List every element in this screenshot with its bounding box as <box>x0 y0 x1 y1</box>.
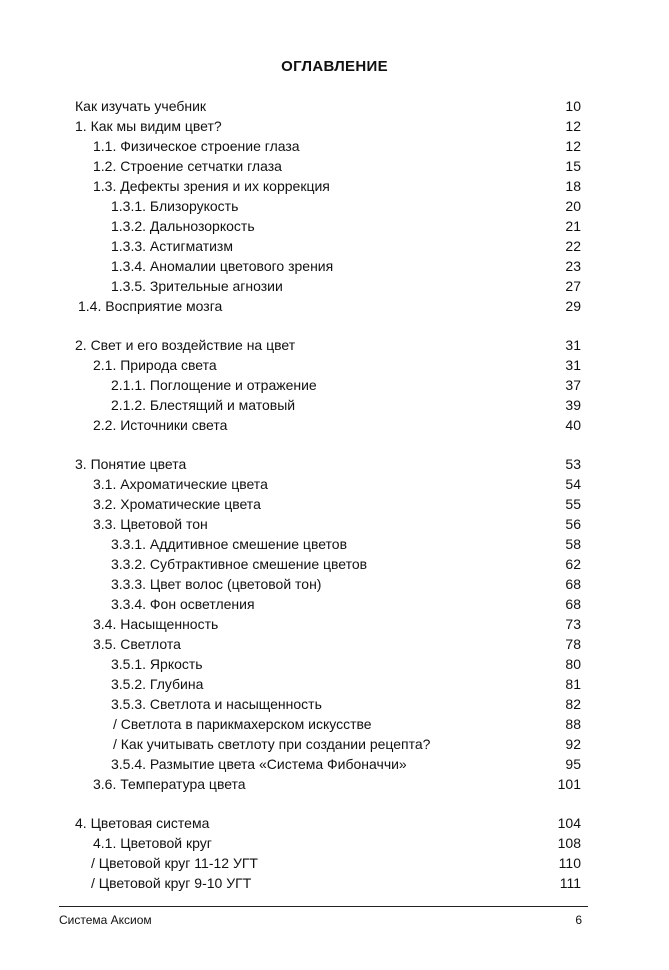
toc-entry-page: 78 <box>565 636 581 652</box>
toc-entry-title: 3. Понятие цвета <box>75 456 187 472</box>
toc-entry-title: 3.4. Насыщенность <box>93 616 219 632</box>
toc-entry-page: 53 <box>565 456 581 472</box>
toc-entry-title: 1.4. Восприятие мозга <box>78 298 223 314</box>
toc-entry <box>0 216 669 236</box>
toc-entry-page: 37 <box>565 377 581 393</box>
toc-entry-title: 3.3.1. Аддитивное смешение цветов <box>111 536 348 552</box>
toc-entry-title: 1.3.3. Астигматизм <box>111 238 233 254</box>
toc-entry-title: 3.5.4. Размытие цвета «Система Фибоначчи» <box>111 756 407 772</box>
toc-entry <box>0 355 669 375</box>
toc-entry-title: / Цветовой круг 9-10 УГТ <box>91 875 252 891</box>
toc-entry <box>0 534 669 554</box>
toc-entry <box>0 614 669 634</box>
footer-divider <box>59 906 588 907</box>
toc-entry-title: 4. Цветовая система <box>75 815 210 831</box>
toc-entry-title: 3.3.2. Субтрактивное смешение цветов <box>111 556 368 572</box>
toc-entry <box>0 694 669 714</box>
toc-entry-title: 3.6. Температура цвета <box>93 776 246 792</box>
toc-entry-title: 4.1. Цветовой круг <box>93 835 212 851</box>
toc-entry-title: 3.2. Хроматические цвета <box>93 496 261 512</box>
toc-entry <box>0 176 669 196</box>
toc-entry-page: 20 <box>565 198 581 214</box>
toc-entry <box>0 833 669 853</box>
toc-entry-title: 1.2. Строение сетчатки глаза <box>93 158 282 174</box>
toc-entry-title: 1.1. Физическое строение глаза <box>93 138 300 154</box>
toc-entry-page: 12 <box>565 138 581 154</box>
toc-entry-title: 3.3.4. Фон осветления <box>111 596 255 612</box>
toc-entry-page: 62 <box>565 556 581 572</box>
toc-entry-page: 54 <box>565 476 581 492</box>
toc-entry-page: 104 <box>557 815 581 831</box>
toc-entry-page: 88 <box>565 716 581 732</box>
toc-entry-title: 3.3. Цветовой тон <box>93 516 208 532</box>
toc-entry <box>0 774 669 794</box>
toc-entry <box>0 335 669 355</box>
toc-entry <box>0 654 669 674</box>
toc-entry-title: 2.1.1. Поглощение и отражение <box>111 377 317 393</box>
toc-entry-title: 3.5.2. Глубина <box>111 676 204 692</box>
toc-entry <box>0 754 669 774</box>
toc-entry <box>0 136 669 156</box>
toc-entry <box>0 296 669 316</box>
toc-entry-page: 31 <box>565 357 581 373</box>
toc-entry-page: 92 <box>565 736 581 752</box>
toc-entry <box>0 474 669 494</box>
toc-entry-page: 18 <box>565 178 581 194</box>
toc-entry <box>0 594 669 614</box>
toc-entry-title: 1.3.5. Зрительные агнозии <box>111 278 283 294</box>
toc-entry <box>0 674 669 694</box>
toc-entry-page: 68 <box>565 576 581 592</box>
toc-entry-page: 12 <box>565 118 581 134</box>
toc-entry-title: 3.5.1. Яркость <box>111 656 203 672</box>
toc-entry <box>0 395 669 415</box>
toc-entry <box>0 236 669 256</box>
toc-entry-title: 1.3. Дефекты зрения и их коррекция <box>93 178 330 194</box>
toc-entry-title: 1.3.1. Близорукость <box>111 198 239 214</box>
toc-entry <box>0 196 669 216</box>
toc-entry <box>0 873 669 893</box>
toc-entry <box>0 813 669 833</box>
toc-entry-page: 111 <box>559 875 581 891</box>
toc-entry-title: / Как учитывать светлоту при создании рецепта? <box>113 736 431 752</box>
toc-entry-title: 3.3.3. Цвет волос (цветовой тон) <box>111 576 322 592</box>
toc-entry-page: 10 <box>565 98 581 114</box>
toc-entry-page: 81 <box>565 676 581 692</box>
toc-entry-page: 73 <box>565 616 581 632</box>
toc-entry-title: 2.1.2. Блестящий и матовый <box>111 397 296 413</box>
toc-entry-page: 101 <box>557 776 581 792</box>
toc-entry-page: 27 <box>565 278 581 294</box>
toc-entry-title: 2. Свет и его воздействие на цвет <box>75 337 296 353</box>
toc-entry-title: 2.1. Природа света <box>93 357 217 373</box>
toc-entry <box>0 276 669 296</box>
toc-entry <box>0 574 669 594</box>
toc-entry <box>0 734 669 754</box>
toc-entry <box>0 634 669 654</box>
toc-entry-page: 23 <box>565 258 581 274</box>
toc-entry <box>0 415 669 435</box>
toc-entry-title: / Цветовой круг 11-12 УГТ <box>91 855 258 871</box>
toc-entry-page: 68 <box>565 596 581 612</box>
toc-entry <box>0 514 669 534</box>
toc-entry-page: 31 <box>565 337 581 353</box>
toc-entry-page: 56 <box>565 516 581 532</box>
footer-book-name: Система Аксиом <box>59 913 152 927</box>
toc-entry <box>0 256 669 276</box>
toc-entry-page: 29 <box>565 298 581 314</box>
toc-entry-title: 1.3.4. Аномалии цветового зрения <box>111 258 334 274</box>
toc-entry <box>0 96 669 116</box>
toc-entry-title: Как изучать учебник <box>75 98 207 114</box>
toc-entry-page: 110 <box>558 855 581 871</box>
toc-entry <box>0 156 669 176</box>
toc-entry-page: 21 <box>565 218 581 234</box>
toc-entry <box>0 116 669 136</box>
toc-entry-title: / Светлота в парикмахерском искусстве <box>113 716 372 732</box>
toc-entry-title: 1.3.2. Дальнозоркость <box>111 218 255 234</box>
toc-entry-page: 15 <box>565 158 581 174</box>
toc-entry-page: 82 <box>565 696 581 712</box>
toc-entry-page: 39 <box>565 397 581 413</box>
toc-entry <box>0 853 669 873</box>
toc-entry <box>0 554 669 574</box>
toc-entry-title: 2.2. Источники света <box>93 417 228 433</box>
toc-entry-page: 22 <box>565 238 581 254</box>
toc-entry-page: 55 <box>565 496 581 512</box>
toc-entry <box>0 494 669 514</box>
toc-entry-title: 3.5.3. Светлота и насыщенность <box>111 696 322 712</box>
toc-entry-title: 1. Как мы видим цвет? <box>75 118 222 134</box>
toc-entry <box>0 714 669 734</box>
toc-entry <box>0 454 669 474</box>
toc-entry-page: 58 <box>565 536 581 552</box>
toc-entry <box>0 375 669 395</box>
toc-entry-page: 80 <box>565 656 581 672</box>
toc-entry-page: 108 <box>557 835 581 851</box>
toc-entry-title: 3.5. Светлота <box>93 636 181 652</box>
toc-entry-title: 3.1. Ахроматические цвета <box>93 476 268 492</box>
toc-entry-page: 40 <box>565 417 581 433</box>
footer-page-number: 6 <box>575 913 582 927</box>
page-title: ОГЛАВЛЕНИЕ <box>281 58 388 75</box>
toc-entry-page: 95 <box>565 756 581 772</box>
